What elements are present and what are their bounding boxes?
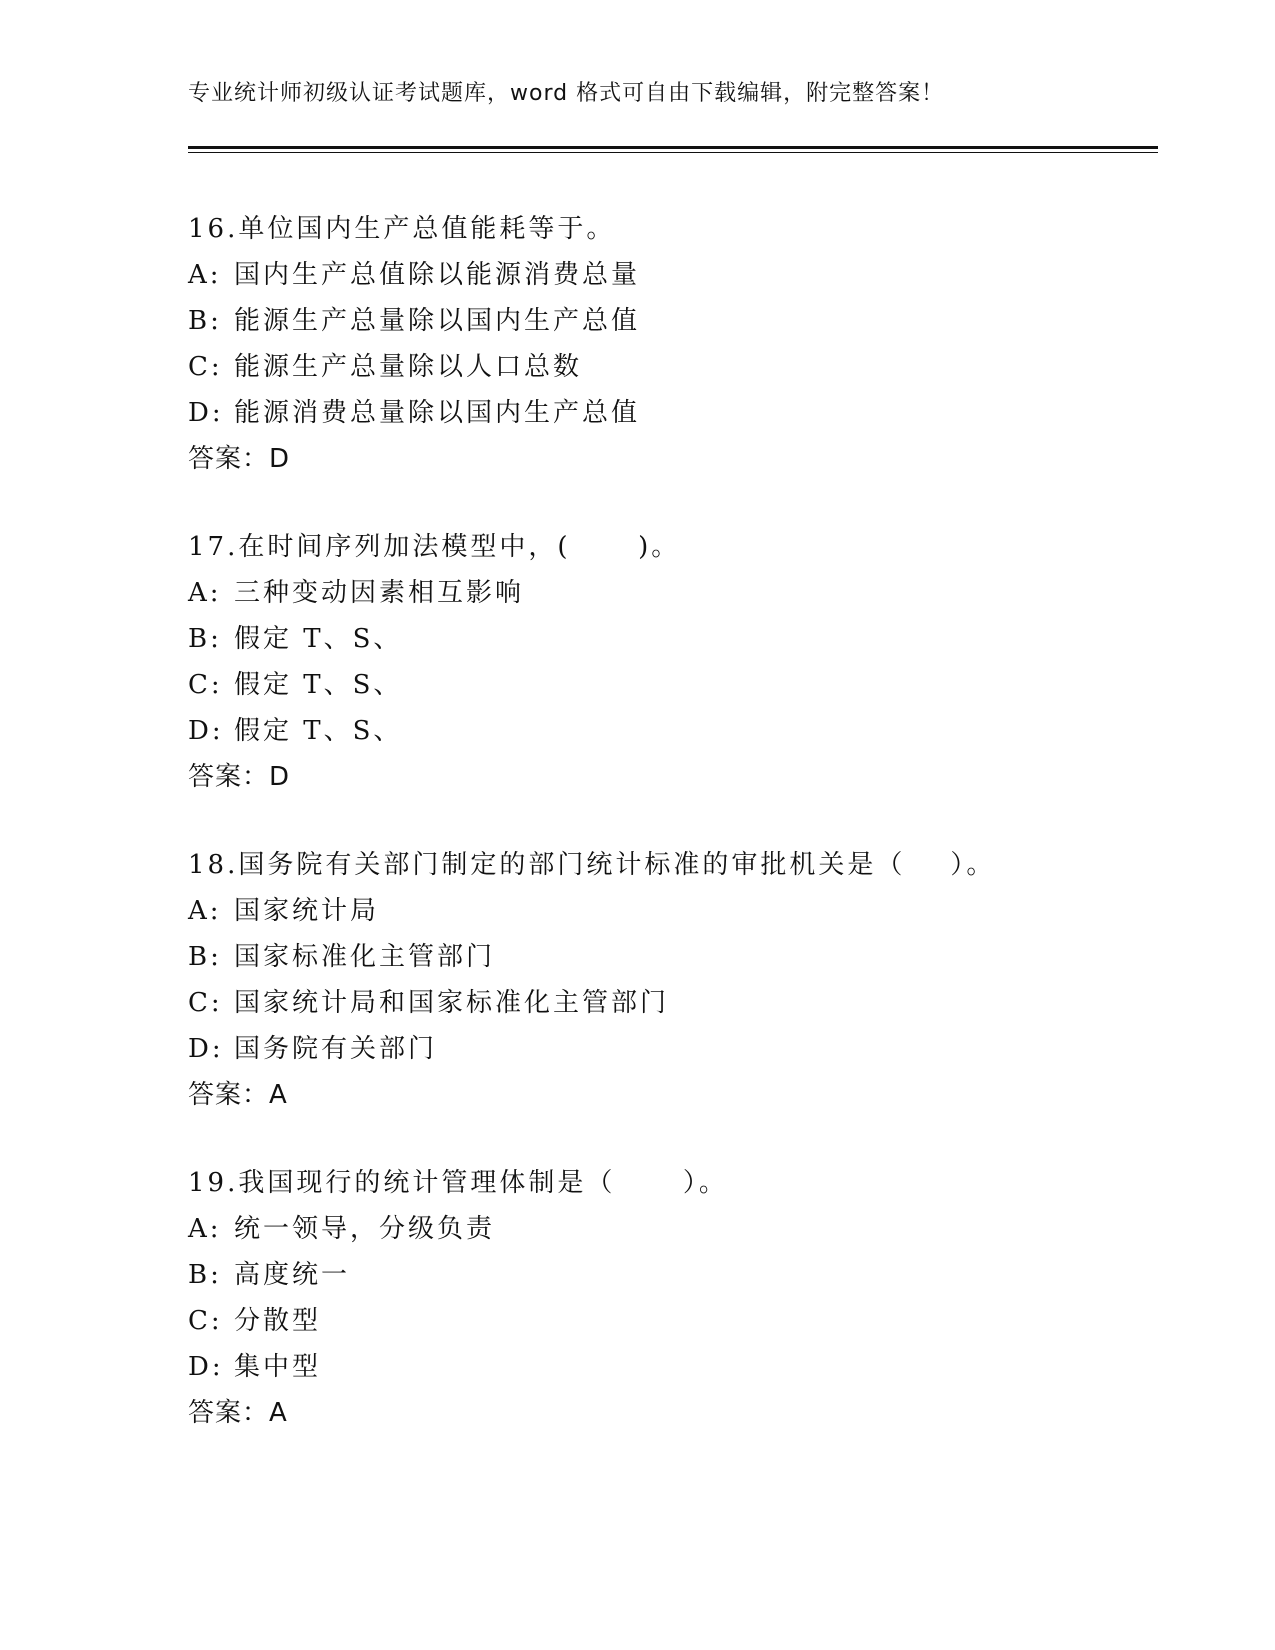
option-a [188, 888, 1148, 934]
question-17 [188, 524, 1148, 800]
option-letter: C: [188, 352, 223, 382]
answer-line: 答案：A [188, 1398, 288, 1428]
option-b [188, 1252, 1148, 1298]
option-text: 能源消费总量除以国内生产总值 [234, 398, 641, 428]
question-19 [188, 1160, 1148, 1436]
option-text: 高度统一 [234, 1260, 351, 1290]
header-rule-thin [188, 152, 1158, 153]
option-letter: B: [188, 942, 222, 972]
option-text: 集中型 [234, 1352, 322, 1382]
option-letter: D: [188, 1034, 224, 1064]
question-stem: 19.我国现行的统计管理体制是（ ）。 [188, 1168, 728, 1198]
option-d [188, 390, 1148, 436]
option-c [188, 1298, 1148, 1344]
option-letter: A: [188, 260, 222, 290]
option-c [188, 662, 1148, 708]
question-stem: 17.在时间序列加法模型中，( )。 [188, 532, 681, 562]
option-letter: D: [188, 398, 224, 428]
option-d [188, 1026, 1148, 1072]
option-a [188, 1206, 1148, 1252]
option-letter: C: [188, 988, 223, 1018]
option-a [188, 570, 1148, 616]
option-letter: A: [188, 578, 222, 608]
option-text: 假定 T、S、 [234, 716, 403, 746]
option-letter: B: [188, 624, 222, 654]
question-stem: 18.国务院有关部门制定的部门统计标准的审批机关是（ ）。 [188, 850, 996, 880]
option-text: 国家统计局 [234, 896, 380, 926]
option-text: 国内生产总值除以能源消费总量 [234, 260, 641, 290]
answer-line: 答案：D [188, 444, 291, 474]
option-text: 国务院有关部门 [234, 1034, 438, 1064]
option-letter: C: [188, 670, 223, 700]
option-text: 能源生产总量除以人口总数 [234, 352, 583, 382]
option-c [188, 980, 1148, 1026]
option-letter: A: [188, 1214, 222, 1244]
option-text: 假定 T、S、 [234, 624, 403, 654]
option-d [188, 708, 1148, 754]
option-text: 分散型 [234, 1306, 322, 1336]
option-letter: D: [188, 716, 224, 746]
option-text: 国家标准化主管部门 [234, 942, 496, 972]
option-b [188, 934, 1148, 980]
option-letter: C: [188, 1306, 223, 1336]
option-c [188, 344, 1148, 390]
option-letter: A: [188, 896, 222, 926]
option-letter: D: [188, 1352, 224, 1382]
option-text: 国家统计局和国家标准化主管部门 [234, 988, 670, 1018]
answer-line: 答案：D [188, 762, 291, 792]
option-text: 能源生产总量除以国内生产总值 [234, 306, 641, 336]
option-text: 统一领导，分级负责 [234, 1214, 496, 1244]
option-letter: B: [188, 1260, 222, 1290]
question-list [188, 206, 1148, 1478]
page-header: 专业统计师初级认证考试题库，word 格式可自由下载编辑，附完整答案！ [188, 81, 945, 106]
option-text: 假定 T、S、 [234, 670, 403, 700]
option-a [188, 252, 1148, 298]
option-letter: B: [188, 306, 222, 336]
option-b [188, 616, 1148, 662]
question-stem: 16.单位国内生产总值能耗等于。 [188, 214, 616, 244]
question-16 [188, 206, 1148, 482]
answer-line: 答案：A [188, 1080, 288, 1110]
question-18 [188, 842, 1148, 1118]
option-text: 三种变动因素相互影响 [234, 578, 525, 608]
option-b [188, 298, 1148, 344]
header-rule-thick [188, 146, 1158, 149]
option-d [188, 1344, 1148, 1390]
